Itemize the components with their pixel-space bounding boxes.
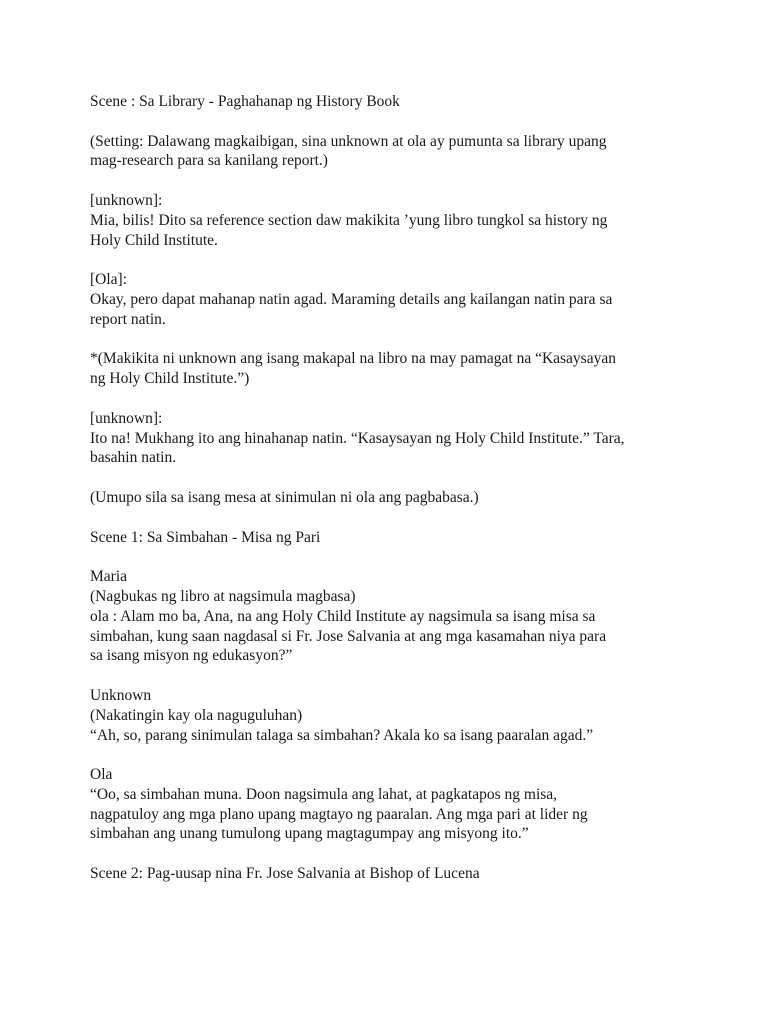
text-line: mag-research para sa kanilang report.) bbox=[90, 152, 328, 170]
text-line: ng Holy Child Institute.”) bbox=[90, 370, 250, 388]
text-line: Ito na! Mukhang ito ang hinahanap natin. “Kasaysayan ng Holy Child Institute.” Tara, bbox=[90, 429, 625, 447]
text-line: Ola bbox=[90, 766, 113, 784]
text-line: nagpatuloy ang mga plano upang magtayo ng paaralan. Ang mga pari at lider ng bbox=[90, 805, 588, 823]
document-page bbox=[90, 92, 690, 884]
text-line: *(Makikita ni unknown ang isang makapal na libro na may pamagat na “Kasaysayan bbox=[90, 350, 616, 368]
text-line: [unknown]: bbox=[90, 191, 163, 209]
blank-line bbox=[90, 468, 690, 488]
text-line: (Nakatingin kay ola naguguluhan) bbox=[90, 706, 303, 724]
blank-line bbox=[90, 112, 690, 132]
text-line: simbahan ang unang tumulong upang magtagumpay ang misyong ito.” bbox=[90, 825, 529, 843]
text-line: Maria bbox=[90, 568, 128, 586]
text-line: report natin. bbox=[90, 310, 166, 328]
blank-line bbox=[90, 171, 690, 191]
text-line: (Setting: Dalawang magkaibigan, sina unknown at ola ay pumunta sa library upang bbox=[90, 132, 607, 150]
text-line: simbahan, kung saan nagdasal si Fr. Jose Salvania at ang mga kasamahan niya para bbox=[90, 627, 607, 645]
blank-line bbox=[90, 844, 690, 864]
text-line: Scene : Sa Library - Paghahanap ng History Book bbox=[90, 93, 400, 110]
blank-line bbox=[90, 389, 690, 409]
blank-line bbox=[90, 666, 690, 686]
blank-line bbox=[90, 330, 690, 350]
text-line: Holy Child Institute. bbox=[90, 231, 218, 249]
text-line: “Oo, sa simbahan muna. Doon nagsimula ang lahat, at pagkatapos ng misa, bbox=[90, 785, 558, 803]
text-line: Okay, pero dapat mahanap natin agad. Maraming details ang kailangan natin para sa bbox=[90, 290, 613, 308]
text-line: sa isang misyon ng edukasyon?” bbox=[90, 647, 293, 665]
text-line: Scene 1: Sa Simbahan - Misa ng Pari bbox=[90, 528, 321, 546]
text-line: Unknown bbox=[90, 686, 152, 704]
text-line: Mia, bilis! Dito sa reference section daw makikita ’yung libro tungkol sa history ng bbox=[90, 211, 608, 229]
blank-line bbox=[90, 508, 690, 528]
text-line: [Ola]: bbox=[90, 271, 128, 289]
blank-line bbox=[90, 250, 690, 270]
blank-line bbox=[90, 547, 690, 567]
text-line: “Ah, so, parang sinimulan talaga sa simbahan? Akala ko sa isang paaralan agad.” bbox=[90, 726, 594, 744]
text-line: basahin natin. bbox=[90, 449, 177, 467]
text-line: [unknown]: bbox=[90, 409, 163, 427]
text-line: ola : Alam mo ba, Ana, na ang Holy Child Institute ay nagsimula sa isang misa sa bbox=[90, 607, 596, 625]
text-line: Scene 2: Pag-uusap nina Fr. Jose Salvania at Bishop of Lucena bbox=[90, 865, 480, 883]
blank-line bbox=[90, 745, 690, 765]
text-line: (Nagbukas ng libro at nagsimula magbasa) bbox=[90, 587, 356, 605]
text-line: (Umupo sila sa isang mesa at sinimulan ni ola ang pagbabasa.) bbox=[90, 488, 479, 506]
